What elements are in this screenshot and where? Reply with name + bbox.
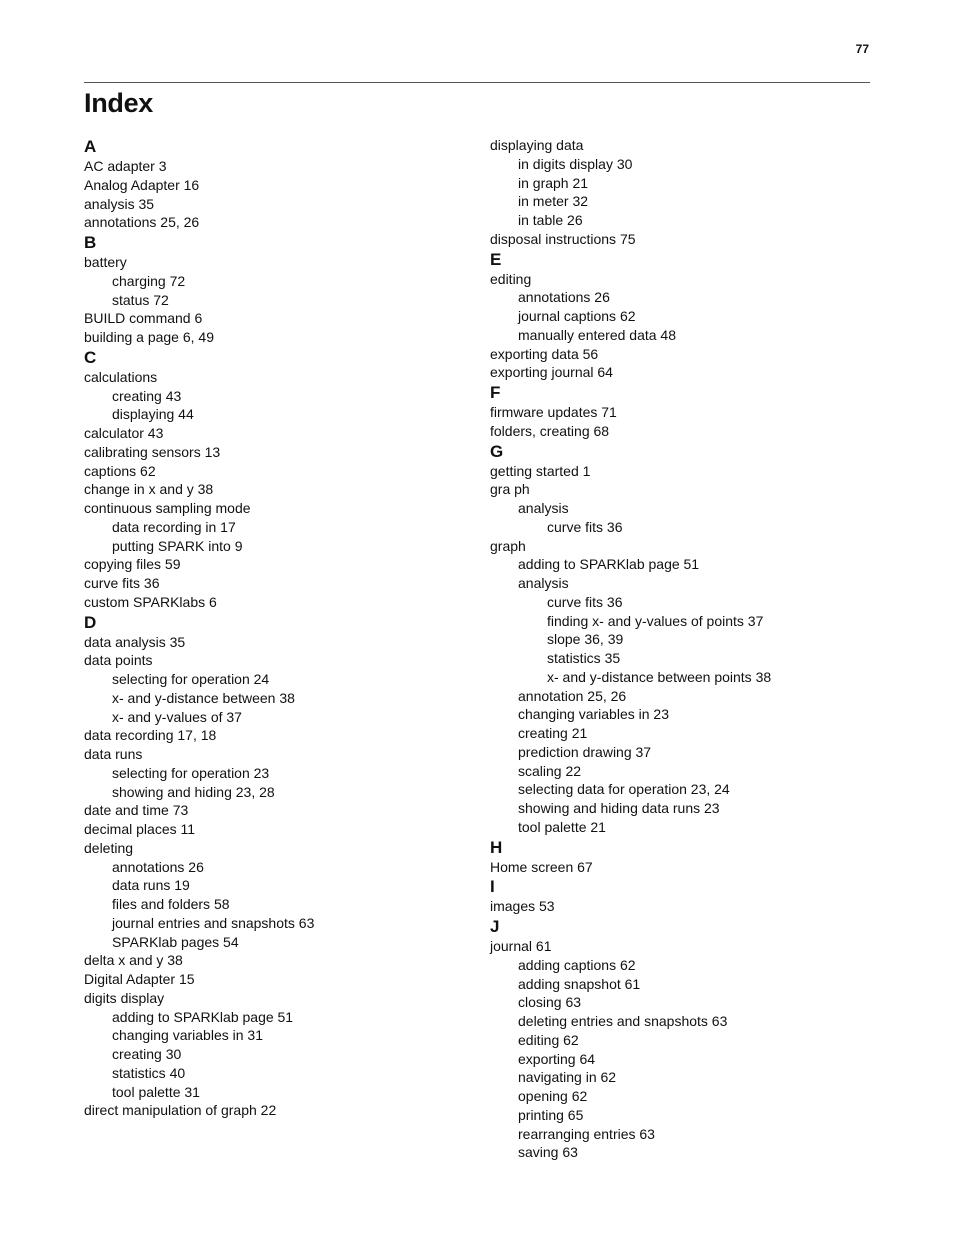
index-entry: direct manipulation of graph 22	[84, 1102, 277, 1119]
index-subentry: selecting for operation 23	[112, 764, 270, 781]
index-entry: battery	[84, 254, 127, 270]
index-subentry: selecting for operation 24	[112, 671, 270, 687]
index-letter-heading: D	[84, 612, 97, 632]
index-subentry: x- and y-values of 37	[112, 708, 242, 725]
index-subentry: annotations 26	[518, 289, 610, 306]
index-letter-heading: B	[84, 233, 97, 252]
index-entry: calculations	[84, 368, 158, 385]
index-subentry: showing and hiding data runs 23	[518, 800, 720, 816]
index-entry: digits display	[84, 989, 165, 1006]
index-subentry: journal entries and snapshots 63	[112, 914, 315, 931]
index-entry: data analysis 35	[84, 633, 186, 650]
index-subentry: adding to SPARKlab page 51	[112, 1008, 294, 1025]
index-subentry: annotations 26	[112, 858, 204, 875]
index-subentry: tool palette 21	[518, 818, 606, 835]
index-letter-heading: A	[84, 137, 97, 156]
index-subentry: displaying 44	[112, 406, 194, 423]
index-column-right	[490, 136, 870, 1162]
index-letter-heading: F	[490, 383, 501, 402]
index-subentry: curve fits 36	[547, 593, 623, 610]
index-subentry: adding to SPARKlab page 51	[518, 556, 700, 573]
index-subentry: prediction drawing 37	[518, 743, 652, 760]
index-entry: decimal places 11	[84, 821, 196, 837]
index-subentry: in table 26	[518, 212, 583, 228]
index-entry: BUILD command 6	[84, 310, 203, 327]
index-entry: exporting data 56	[490, 345, 599, 362]
header-rule	[84, 82, 870, 83]
index-column-left	[84, 136, 464, 1120]
index-subentry: curve fits 36	[547, 518, 623, 535]
index-subentry: rearranging entries 63	[518, 1125, 655, 1142]
index-subentry: statistics 40	[112, 1064, 186, 1081]
index-subentry: files and folders 58	[112, 896, 230, 912]
index-subentry: in meter 32	[518, 193, 589, 210]
index-subentry: showing and hiding 23, 28	[112, 783, 275, 800]
index-subentry: changing variables in 31	[112, 1027, 263, 1044]
index-entry: disposal instructions 75	[490, 230, 636, 247]
index-subentry: putting SPARK into 9	[112, 537, 243, 554]
index-subentry: annotation 25, 26	[518, 687, 627, 704]
index-entry: data points	[84, 652, 153, 669]
index-entry: captions 62	[84, 462, 156, 479]
index-letter-heading: J	[490, 917, 500, 936]
index-subentry: in graph 21	[518, 174, 589, 191]
index-entry: images 53	[490, 898, 555, 915]
index-subentry: data runs 19	[112, 877, 190, 894]
index-entry: calculator 43	[84, 425, 164, 441]
index-subentry: creating 43	[112, 387, 182, 404]
index-subentry: navigating in 62	[518, 1069, 617, 1086]
index-entry: graph	[490, 537, 526, 554]
index-subentry: editing 62	[518, 1031, 579, 1048]
index-subentry: selecting data for operation 23, 24	[518, 781, 730, 798]
index-entry: exporting journal 64	[490, 364, 613, 381]
index-subentry: analysis	[518, 500, 569, 516]
index-entry: custom SPARKlabs 6	[84, 593, 217, 610]
index-subentry: status 72	[112, 291, 169, 308]
index-letter-heading: I	[490, 877, 495, 897]
index-letter-heading: G	[490, 441, 504, 461]
index-entry: folders, creating 68	[490, 422, 610, 439]
index-entry: copying files 59	[84, 556, 181, 573]
index-subentry: creating 21	[518, 725, 588, 741]
index-subentry: saving 63	[518, 1144, 578, 1161]
index-subentry: slope 36, 39	[547, 631, 624, 648]
index-subentry: changing variables in 23	[518, 706, 669, 723]
index-letter-heading: C	[84, 347, 97, 367]
index-entry: continuous sampling mode	[84, 500, 251, 516]
index-entry: annotations 25, 26	[84, 214, 200, 231]
index-entry: data recording 17, 18	[84, 727, 217, 744]
index-subentry: scaling 22	[518, 762, 582, 779]
index-subentry: analysis	[518, 575, 569, 591]
index-entry: analysis 35	[84, 195, 155, 212]
index-letter-heading: H	[490, 837, 503, 857]
page-number: 77	[855, 42, 869, 56]
index-entry: data runs	[84, 746, 143, 762]
index-entry: calibrating sensors 13	[84, 443, 221, 460]
index-entry: date and time 73	[84, 802, 189, 819]
index-entry: gra ph	[490, 481, 530, 498]
index-letter-heading: E	[490, 249, 502, 269]
index-entry: Analog Adapter 16	[84, 176, 200, 193]
index-subentry: tool palette 31	[112, 1083, 200, 1100]
index-entry: delta x and y 38	[84, 952, 183, 969]
index-entry: Digital Adapter 15	[84, 971, 195, 987]
index-entry: getting started 1	[490, 462, 591, 479]
index-subentry: opening 62	[518, 1088, 588, 1104]
index-subentry: exporting 64	[518, 1050, 596, 1067]
index-subentry: x- and y-distance between 38	[112, 689, 295, 706]
index-entry: change in x and y 38	[84, 481, 214, 498]
index-entry: firmware updates 71	[490, 404, 617, 420]
index-subentry: charging 72	[112, 272, 186, 289]
index-entry: Home screen 67	[490, 858, 593, 875]
index-subentry: x- and y-distance between points 38	[547, 668, 772, 685]
index-entry: AC adapter 3	[84, 158, 167, 174]
index-subentry: finding x- and y-values of points 37	[547, 612, 764, 629]
index-entry: curve fits 36	[84, 575, 160, 591]
index-subentry: in digits display 30	[518, 155, 633, 172]
index-subentry: adding captions 62	[518, 956, 636, 973]
index-subentry: deleting entries and snapshots 63	[518, 1013, 728, 1029]
index-entry: editing	[490, 270, 532, 287]
index-subentry: manually entered data 48	[518, 326, 676, 343]
index-entry: building a page 6, 49	[84, 329, 214, 345]
index-subentry: creating 30	[112, 1046, 182, 1062]
index-entry: displaying data	[490, 137, 584, 153]
page-title: Index	[84, 88, 154, 118]
index-subentry: journal captions 62	[518, 308, 636, 324]
index-entry: journal 61	[490, 938, 552, 954]
index-subentry: adding snapshot 61	[518, 975, 641, 992]
index-subentry: statistics 35	[547, 650, 621, 666]
index-subentry: data recording in 17	[112, 518, 236, 535]
index-subentry: printing 65	[518, 1106, 584, 1123]
index-subentry: SPARKlab pages 54	[112, 933, 239, 950]
index-subentry: closing 63	[518, 994, 582, 1011]
index-entry: deleting	[84, 839, 134, 856]
